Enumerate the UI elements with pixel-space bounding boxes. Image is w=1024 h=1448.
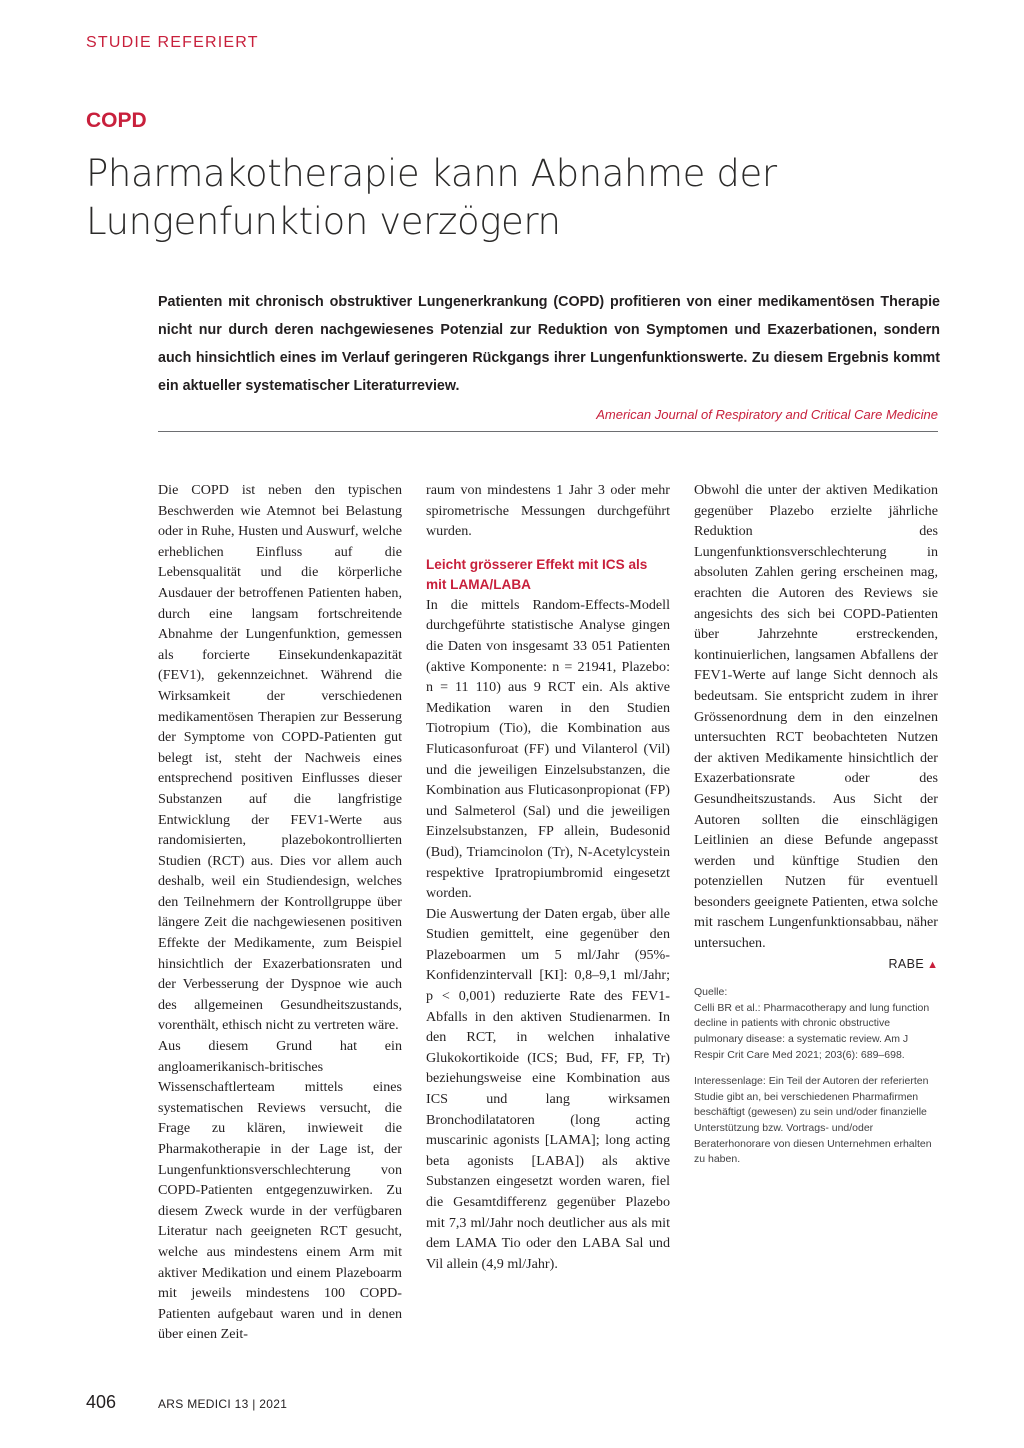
body-column-2 [426, 480, 670, 1274]
body-paragraph: Obwohl die unter der aktiven Medikation gegenüber Plazebo erzielte jährliche Reduktion des Lungenfunktionsverschlechterung in absoluten Zahlen gering erscheinen mag, erachten die Autoren des Reviews sie angesichts des sich bei COPD-Patienten über Jahrzehnte erstreckenden, kontinuierlichen, langsamen Abfallens der FEV1-Werte auf lange Sicht dennoch als bedeutsam. Sie entspricht zudem in ihrer Grössenordnung dem in den einzelnen untersuchten RCT beobachteten Nutzen der aktiven Medikamente hinsichtlich der Exazerbationsrate oder des Gesundheitszustands. Aus Sicht der Autoren sollten die einschlägigen Leitlinien an diese Befunde angepasst werden und künftige Studien den potenziellen Nutzen für eventuell besonders geeignete Patienten, etwa solche mit raschem Lungenfunktionsabbau, näher untersuchen. [694, 482, 938, 952]
author-signature: RABE [888, 956, 925, 971]
article-lead: Patienten mit chronisch obstruktiver Lungenerkrankung (COPD) profitieren von einer medikamentösen Therapie nicht nur durch deren nachgewiesenes Potenzial zur Reduktion von Symptomen und Exazerbationen, sondern auch hinsichtlich eines im Verlauf geringeren Rückgangs ihrer Lungenfunktionswerte. Zu diesem Ergebnis kommt ein aktueller systematischer Literaturreview. [158, 294, 940, 394]
article-headline: Pharmakotherapie kann Abnahme der Lungenfunktion verzögern [86, 152, 777, 243]
body-paragraph: Aus diesem Grund hat ein angloamerikanisch-britisches Wissenschaftlerteam mittels eines systematischen Reviews versucht, die Frage zu klären, inwieweit die Pharmakotherapie in der Lage ist, der Lungenfunktionsverschlechterung von COPD-Patienten entgegenzuwirken. Zu diesem Zweck wurde in der verfügbaren Literatur nach geeigneten RCT gesucht, welche aus mindestens einem Arm mit aktiver Medikation und einem Plazeboarm mit jeweils mindestens 100 COPD-Patienten aufgebaut waren und in denen über einen Zeit- [158, 1038, 402, 1343]
body-paragraph: Die Auswertung der Daten ergab, über alle Studien gemittelt, eine gegenüber den Plazeboarmen um 5 ml/Jahr (95%-Konfidenzintervall [KI]: 0,8–9,1 ml/Jahr; p < 0,001) reduzierte Rate des FEV1-Abfalls in den aktiven Studienarmen. In den RCT, in welchen inhalative Glukokortikoide (ICS; Bud, FF, FP, Tr) beziehungsweise eine Kombination aus ICS und lang wirksamen Bronchodilatatoren (long acting muscarinic agonists [LAMA]; long acting beta agonists [LABA]) als aktive Substanzen eingesetzt worden waren, fiel die Gesamtdifferenz gegenüber Plazebo mit 7,3 ml/Jahr noch deutlicher aus als mit dem LAMA Tio oder den LABA Sal und Vil allein (4,9 ml/Jahr). [426, 905, 670, 1272]
body-paragraph: Die COPD ist neben den typischen Beschwerden wie Atemnot bei Belastung oder in Ruhe, Husten und Auswurf, welche erheblichen Einfluss auf die Lebensqualität und die körperliche Ausdauer der betroffenen Patienten haben, durch eine langsam fortschreitende Abnahme der Lungenfunktion, gemessen als forcierte Einsekundenkapazität (FEV1), gekennzeichnet. Während die Wirksamkeit der verschiedenen medikamentösen Therapien zur Besserung der Symptome von COPD-Patienten gut belegt ist, steht der Nachweis eines entsprechend positiven Einflusses dieser Substanzen auf die langfristige Entwicklung der FEV1-Werte aus randomisierten, plazebokontrollierten Studien (RCT) aus. Dies vor allem auch deshalb, weil ein Studiendesign, welches den Teilnehmern der Kontrollgruppe über längere Zeit die nachgewiesenen positiven Effekte der Medikamente, zum Beispiel hinsichtlich der Exazerbationsraten und der Verbesserung der Dyspnoe wie auch des allgemeinen Gesundheitszustands, vorenthält, ethisch nicht zu vertreten wäre. [158, 482, 402, 1034]
source-label: Quelle: [694, 986, 728, 999]
divider-rule [158, 431, 938, 432]
body-paragraph: raum von mindestens 1 Jahr 3 oder mehr spirometrische Messungen durchgeführt wurden. [426, 482, 670, 540]
body-paragraph: In die mittels Random-Effects-Modell durchgeführte statistische Analyse gingen die Daten von insgesamt 33 051 Patienten (aktive Komponente: n = 21941, Plazebo: n = 11 110) aus 9 RCT ein. Als aktive Medikation waren in den Studien Tiotropium (Tio), die Kombination aus Fluticasonfuroat (FF) und Vilanterol (Vil) und die jeweiligen Einzelsubstanzen, die Kombination aus Fluticasonpropionat (FP) und Salmeterol (Sal) und die jeweiligen Einzelsubstanzen, FP allein, Budesonid (Bud), Triamcinolon (Tr), N-Acetylcystein respektive Ipratropiumbromid eingesetzt worden. [426, 596, 670, 902]
footnotes [694, 985, 938, 1168]
topic-label: COPD [86, 109, 147, 132]
disclosure: Interessenlage: Ein Teil der Autoren der referierten Studie gibt an, bei verschiedenen Pharmafirmen beschäftigt (gewesen) zu sein und/oder finanzielle Unterstützung bzw. Vortrags- und/oder Beraterhonorare von diesen Unternehmen erhalten zu haben. [694, 1075, 932, 1166]
section-label: STUDIE REFERIERT [86, 34, 259, 51]
citation: Celli BR et al.: Pharmacotherapy and lung function decline in patients with chronic obstructive pulmonary disease: a systematic review. Am J Respir Crit Care Med 2021; 203(6): 689–698. [694, 1001, 930, 1061]
body-column-1 [158, 480, 402, 1345]
section-subheading: Leicht grösserer Effekt mit ICS als mit LAMA/LABA [426, 556, 648, 592]
source-journal: American Journal of Respiratory and Critical Care Medicine [596, 407, 938, 422]
body-column-3 [694, 480, 938, 1168]
author-signature-line [694, 954, 938, 976]
page-number: 406 [86, 1392, 117, 1412]
end-triangle-icon: ▲ [927, 958, 938, 971]
journal-issue: ARS MEDICI 13 | 2021 [158, 1397, 288, 1411]
